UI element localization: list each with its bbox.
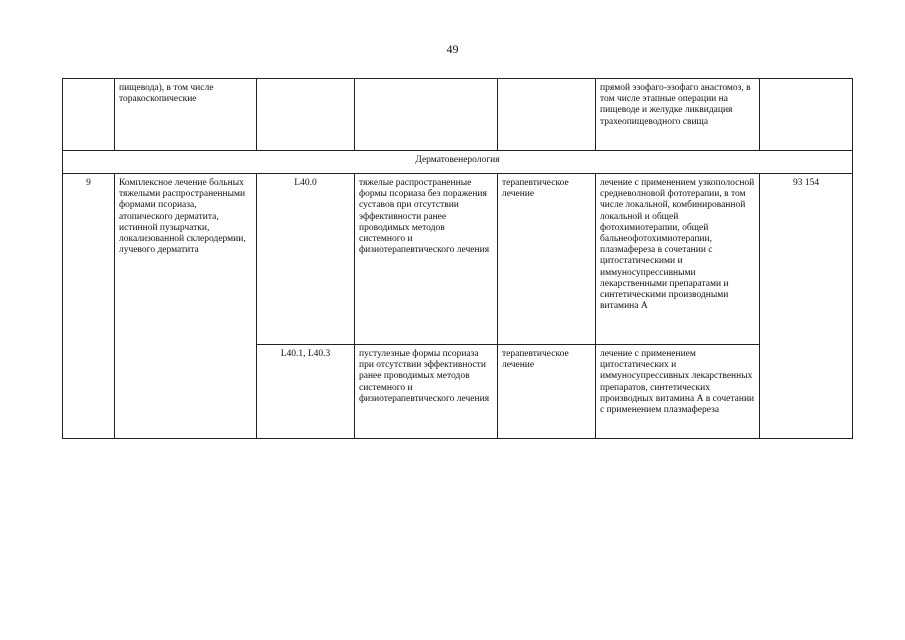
cell-method: прямой эзофаго-эзофаго анастомоз, в том числе этапные операции на пищеводе и желудке ликвидация трахеопищеводного свища — [596, 79, 760, 151]
table-row-continuation — [63, 79, 853, 151]
cell-method: лечение с применением узкополосной средневолновой фототерапии, в том числе локальной, комбинированной локальной и общей фотохимиотерапии, общей бальнеофотохимиотерапии, плазмафереза в сочетании с цитостатическими и иммуносупрессивными лекарственными препаратами и синтетическими производными витамина А — [596, 174, 760, 345]
cell-code: L40.1, L40.3 — [257, 345, 355, 439]
section-header-row — [63, 151, 853, 174]
section-title: Дерматовенерология — [63, 151, 853, 174]
cell-model: тяжелые распространенные формы псориаза без поражения суставов при отсутствии эффективности ранее проводимых методов системного и физиотерапевтического лечения — [355, 174, 498, 345]
cell-name: пищевода), в том числе торакоскопические — [115, 79, 257, 151]
cell-model: пустулезные формы псориаза при отсутствии эффективности ранее проводимых методов системного и физиотерапевтического лечения — [355, 345, 498, 439]
cell-num — [63, 79, 115, 151]
cell-code — [257, 79, 355, 151]
cell-type: терапевтическое лечение — [498, 345, 596, 439]
cell-type: терапевтическое лечение — [498, 174, 596, 345]
cell-cost — [760, 79, 853, 151]
medical-care-table — [62, 78, 853, 439]
cell-num: 9 — [63, 174, 115, 439]
cell-type — [498, 79, 596, 151]
page-number: 49 — [446, 42, 459, 56]
table-row-item-9 — [63, 174, 853, 345]
cell-name: Комплексное лечение больных тяжелыми распространенными формами псориаза, атопического дерматита, истинной пузырчатки, локализованной склеродермии, лучевого дерматита — [115, 174, 257, 439]
cell-cost: 93 154 — [760, 174, 853, 439]
cell-method: лечение с применением цитостатических и иммуносупрессивных лекарственных препаратов, синтетических производных витамина А в сочетании с применением плазмафереза — [596, 345, 760, 439]
cell-code: L40.0 — [257, 174, 355, 345]
cell-model — [355, 79, 498, 151]
